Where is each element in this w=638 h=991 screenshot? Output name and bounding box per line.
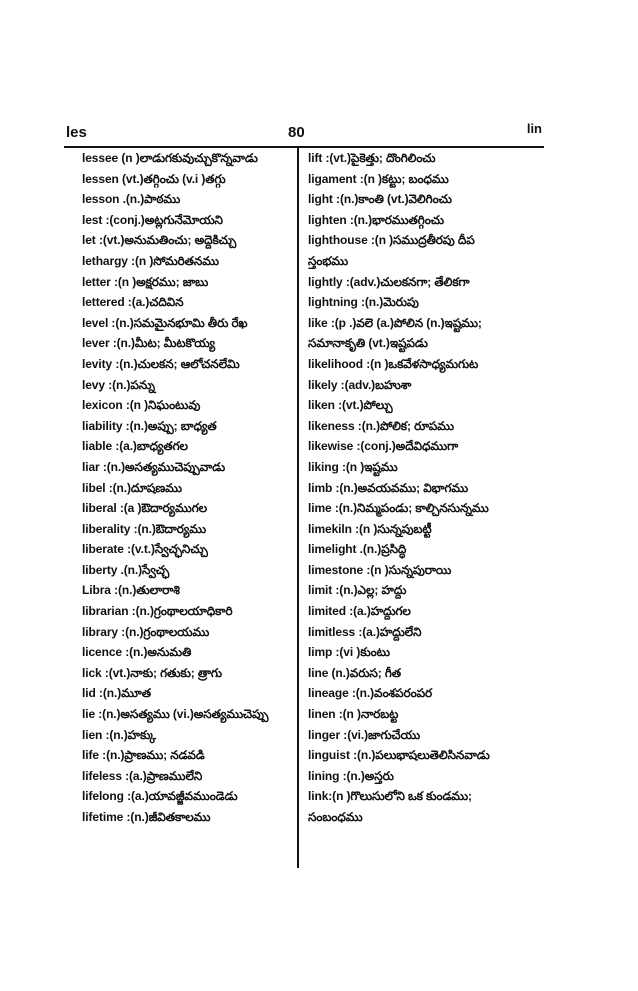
- definition: :(n.)సమమైనభూమి తీరు రేఖ: [108, 315, 248, 330]
- headword: liberty: [82, 562, 118, 577]
- definition: :(n.)నిమ్మపండు; కాల్చినసున్నము: [331, 501, 489, 516]
- dictionary-entry: [308, 683, 548, 704]
- headword: limitless: [308, 624, 356, 639]
- headword: limit: [308, 583, 333, 598]
- dictionary-entry: [82, 622, 294, 643]
- dictionary-entry: [82, 766, 294, 787]
- definition: :(a.)బాధ్యతగల: [112, 439, 188, 454]
- headword: lien: [82, 727, 103, 742]
- dictionary-entry: [308, 478, 548, 499]
- definition: :(n )గొలుసులోని ఒక కుండము;: [328, 789, 472, 804]
- dictionary-entry: [308, 395, 548, 416]
- headword: letter: [82, 274, 111, 289]
- definition: :(n.)మీట; మీటకొయ్య: [109, 336, 215, 351]
- dictionary-entry: [82, 436, 294, 457]
- definition: :(p .)వలె (a.)పోలిన (n.)ఇష్టము;: [327, 315, 482, 330]
- dictionary-entry: [82, 395, 294, 416]
- headword: limited: [308, 604, 346, 619]
- definition: :(v.t.)స్వేచ్ఛనిచ్చు: [123, 542, 208, 557]
- headword: light: [308, 192, 333, 207]
- headword: likeness: [308, 418, 355, 433]
- headword: limp: [308, 645, 333, 660]
- dictionary-entry: [308, 786, 548, 807]
- definition: :(n.)గ్రంథాలయాధికారి: [128, 604, 233, 619]
- headword: lexicon: [82, 398, 123, 413]
- definition: :(n.)జీవితకాలము: [123, 810, 211, 824]
- definition: :(adv.)చులకనగా; తేలికగా: [342, 274, 470, 289]
- headword: lessee: [82, 151, 119, 165]
- headword: ligament: [308, 171, 357, 186]
- headword: linger: [308, 727, 341, 742]
- dictionary-entry: [82, 725, 294, 746]
- left-column: [82, 148, 294, 828]
- definition: :(a.)ప్రాణములేని: [121, 768, 203, 783]
- dictionary-entry: [308, 807, 548, 828]
- definition: (n.)వరుస; గీత: [328, 665, 401, 680]
- headword: lie: [82, 707, 96, 722]
- dictionary-entry: [308, 354, 548, 375]
- definition: :(n )సున్నపురాయి: [363, 562, 452, 577]
- headword: lick: [82, 665, 102, 680]
- dictionary-entry: [82, 580, 294, 601]
- definition: :(n )సున్నపుబట్టీ: [351, 521, 432, 536]
- headword: librarian: [82, 604, 129, 619]
- dictionary-entry: [82, 169, 294, 190]
- definition: సంబంధము: [308, 810, 363, 824]
- guide-word-last: lin: [526, 121, 542, 136]
- definition: :(conj.)అట్లగునేమోయని: [102, 212, 223, 227]
- headword: Libra: [82, 583, 111, 598]
- definition: (vt.)తగ్గించు (v.i )తగ్గు: [118, 171, 226, 186]
- dictionary-entry: [82, 416, 294, 437]
- headword: lightning: [308, 295, 358, 310]
- definition: :(n.)అవయవము; విభాగము: [332, 480, 469, 495]
- dictionary-entry: [308, 292, 548, 313]
- dictionary-entry: [308, 580, 548, 601]
- dictionary-entry: [82, 498, 294, 519]
- dictionary-entry: [308, 189, 548, 210]
- definition: :(n )నారబట్ట: [335, 707, 399, 722]
- headword: libel: [82, 480, 106, 495]
- dictionary-entry: [308, 766, 548, 787]
- headword: licence: [82, 645, 122, 660]
- dictionary-entry: [82, 230, 294, 251]
- dictionary-entry: [308, 601, 548, 622]
- definition: .(n.)పాఠము: [119, 192, 181, 207]
- dictionary-entry: [82, 807, 294, 828]
- dictionary-entry: [82, 539, 294, 560]
- definition: :(n.)చులకన; ఆలోచనలేమి: [112, 356, 240, 371]
- dictionary-entry: [308, 519, 548, 540]
- headword: liking: [308, 459, 339, 474]
- definition: :(vi.)జాగుచేయు: [340, 727, 421, 742]
- dictionary-entry: [308, 642, 548, 663]
- definition: :(n.)వంశపరంపర: [348, 686, 433, 701]
- definition: :(a )ఔదార్యముగల: [116, 501, 208, 516]
- definition: :(n.)ఔదార్యము: [130, 521, 207, 536]
- dictionary-entry: [82, 375, 294, 396]
- definition: :(n.)పోలిక; రూపము: [354, 418, 454, 433]
- dictionary-entry: [82, 704, 294, 725]
- dictionary-entry: [82, 786, 294, 807]
- headword: level: [82, 315, 109, 330]
- dictionary-entry: [308, 272, 548, 293]
- guide-word-first: les: [66, 124, 87, 141]
- dictionary-entry: [308, 745, 548, 766]
- definition: :(n )సముద్రతీరపు దీప: [367, 233, 475, 248]
- headword: lesson: [82, 192, 120, 207]
- dictionary-entry: [82, 663, 294, 684]
- dictionary-entry: [308, 210, 548, 231]
- dictionary-entry: [82, 683, 294, 704]
- dictionary-entry: [308, 457, 548, 478]
- headword: lettered: [82, 295, 125, 310]
- headword: lightly: [308, 274, 343, 289]
- definition: :(n.)ప్రాణము; నడవడి: [98, 748, 205, 763]
- headword: lessen: [82, 171, 119, 186]
- definition: :(n )ఒకవేళసాధ్యమగుట: [363, 356, 479, 371]
- page-header: [66, 121, 542, 146]
- definition: :(n.)హక్కు: [102, 727, 156, 742]
- definition: :(n.)పలుభాషలుతెలిసినవాడు: [349, 748, 490, 763]
- headword: line: [308, 665, 329, 680]
- definition: సమానాకృతి (vt.)ఇష్టపడు: [308, 336, 428, 351]
- dictionary-entry: [308, 498, 548, 519]
- headword: like: [308, 315, 328, 330]
- headword: lifetime: [82, 810, 124, 824]
- dictionary-entry: [82, 148, 294, 169]
- dictionary-entry: [82, 560, 294, 581]
- right-column: [308, 148, 548, 828]
- dictionary-entry: [82, 333, 294, 354]
- page-number: 80: [288, 124, 305, 141]
- definition: :(n )సోమరితనము: [127, 253, 219, 268]
- headword: let: [82, 233, 96, 248]
- dictionary-entry: [308, 539, 548, 560]
- dictionary-entry: [308, 416, 548, 437]
- headword: likely: [308, 377, 338, 392]
- dictionary-entry: [82, 272, 294, 293]
- dictionary-entry: [82, 210, 294, 231]
- dictionary-entry: [308, 375, 548, 396]
- headword: link: [308, 789, 329, 804]
- definition: :(a.)హద్దుగల: [345, 604, 411, 619]
- headword: linguist: [308, 748, 350, 763]
- definition: :(vt.)పోల్చు: [334, 398, 393, 413]
- headword: life: [82, 748, 99, 763]
- headword: liken: [308, 398, 335, 413]
- headword: lime: [308, 501, 332, 516]
- definition: :(n.)అనుమతి: [122, 645, 192, 660]
- headword: liberate: [82, 542, 124, 557]
- definition: :(adv.)బహుశా: [337, 377, 412, 392]
- dictionary-entry: [308, 560, 548, 581]
- headword: limestone: [308, 562, 364, 577]
- headword: likewise: [308, 439, 354, 454]
- headword: liberal: [82, 501, 117, 516]
- headword: liberality: [82, 521, 131, 536]
- dictionary-entry: [82, 189, 294, 210]
- definition: :(n )నిఘంటువు: [122, 398, 201, 413]
- headword: levy: [82, 377, 105, 392]
- definition: :(vt.)నాకు; గతుకు; త్రాగు: [101, 665, 222, 680]
- dictionary-entry: [308, 704, 548, 725]
- definition: :(n.)ఎల్ల; హద్దు: [332, 583, 407, 598]
- definition: :(conj.)అదేవిధముగా: [353, 439, 459, 454]
- dictionary-entry: [82, 457, 294, 478]
- definition: :(n )అక్షరము; జాబు: [110, 274, 209, 289]
- dictionary-entry: [82, 601, 294, 622]
- headword: likelihood: [308, 356, 364, 371]
- headword: limelight: [308, 542, 357, 557]
- headword: lifelong: [82, 789, 124, 804]
- dictionary-entry: [308, 313, 548, 334]
- definition: స్తంభము: [308, 253, 349, 268]
- headword: limekiln: [308, 521, 352, 536]
- dictionary-entry: [82, 745, 294, 766]
- headword: liar: [82, 459, 100, 474]
- headword: lining: [308, 768, 340, 783]
- definition: :(a.)యావజ్జీవముండెడు: [123, 789, 238, 804]
- headword: lifeless: [82, 768, 122, 783]
- headword: lighthouse: [308, 233, 368, 248]
- dictionary-entry: [308, 169, 548, 190]
- definition: :(n )కట్టు; బంధము: [356, 171, 449, 186]
- dictionary-entry: [308, 230, 548, 251]
- headword: lever: [82, 336, 110, 351]
- headword: levity: [82, 356, 113, 371]
- headword: lest: [82, 212, 103, 227]
- dictionary-entry: [308, 725, 548, 746]
- dictionary-entry: [82, 292, 294, 313]
- headword: lid: [82, 686, 96, 701]
- headword: lift: [308, 151, 323, 165]
- dictionary-entry: [82, 519, 294, 540]
- definition: :(a.)చదివిన: [124, 295, 184, 310]
- definition: .(n.)స్వేచ్ఛ: [117, 562, 170, 577]
- dictionary-entry: [82, 642, 294, 663]
- dictionary-entry: [308, 622, 548, 643]
- definition: :(n.)మెరుపు: [357, 295, 419, 310]
- headword: library: [82, 624, 118, 639]
- definition: :(vt.)పైకెత్తు; దొంగిలించు: [322, 151, 436, 165]
- dictionary-entry: [82, 251, 294, 272]
- definition: :(a.)హద్దులేని: [355, 624, 422, 639]
- dictionary-entry: [308, 333, 548, 354]
- headword: lighten: [308, 212, 347, 227]
- definition: :(n.)అసత్యముచెప్పువాడు: [99, 459, 226, 474]
- column-divider: [297, 148, 299, 868]
- definition: :(n.)అప్పు; బాధ్యత: [122, 418, 217, 433]
- definition: :(n.)మూత: [95, 686, 151, 701]
- definition: :(n.)అస్తరు: [339, 768, 394, 783]
- dictionary-entry: [308, 436, 548, 457]
- definition: :(n.)తులారాశి: [110, 583, 180, 598]
- dictionary-entry: [82, 313, 294, 334]
- definition: :(n.)కాంతి (vt.)వెలిగించు: [332, 192, 452, 207]
- definition: .(n.)ప్రసిద్ధి: [356, 542, 407, 557]
- definition: :(n.)భారముతగ్గించు: [346, 212, 444, 227]
- dictionary-entry: [308, 148, 548, 169]
- definition: :(n.)దూషణము: [105, 480, 182, 495]
- definition: (n )లాడుగకువుచ్చుకొన్నవాడు: [118, 151, 258, 165]
- dictionary-entry: [82, 354, 294, 375]
- definition: :(vi )కుంటు: [332, 645, 390, 660]
- definition: :(n )ఇష్టము: [338, 459, 398, 474]
- headword: liable: [82, 439, 113, 454]
- definition: :(n.)పన్ను: [104, 377, 155, 392]
- dictionary-entry: [308, 251, 548, 272]
- headword: liability: [82, 418, 123, 433]
- dictionary-entry: [308, 663, 548, 684]
- headword: limb: [308, 480, 333, 495]
- definition: :(n.)అసత్యము (vi.)అసత్యముచెప్పు: [95, 707, 269, 722]
- headword: lineage: [308, 686, 349, 701]
- definition: :(vt.)అనుమతించు; అద్దెకిచ్చు: [95, 233, 237, 248]
- dictionary-entry: [82, 478, 294, 499]
- headword: linen: [308, 707, 336, 722]
- headword: lethargy: [82, 253, 128, 268]
- definition: :(n.)గ్రంథాలయము: [118, 624, 210, 639]
